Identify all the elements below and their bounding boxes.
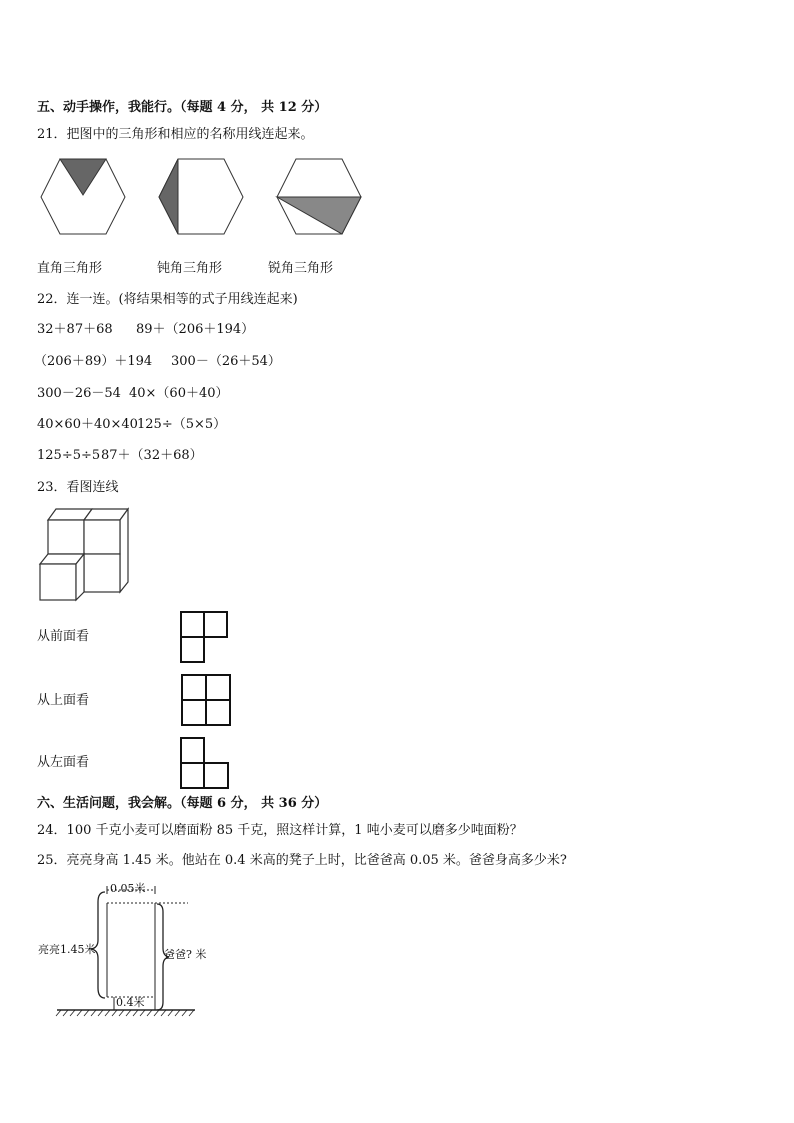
expression-left: 40×60＋40×40 xyxy=(37,417,138,432)
expression-left: 125÷5÷5 xyxy=(37,448,101,463)
expression-right: 40×（60＋40） xyxy=(129,386,229,401)
label-obtuse-triangle: 钝角三角形 xyxy=(157,261,223,276)
hexagon-figure-2 xyxy=(156,158,246,236)
section-five-heading: 五、动手操作，我能行。（每题 4 分， 共 12 分） xyxy=(37,100,328,115)
shaded-obtuse-triangle xyxy=(159,159,178,234)
diagram-left-label: 亮亮1.45米 xyxy=(38,943,96,956)
view-grid-left xyxy=(180,737,232,791)
view-grid-front xyxy=(180,611,230,665)
expression-right: 89＋（206＋194） xyxy=(136,322,255,337)
cube-stack-figure xyxy=(40,506,132,602)
view-front-label: 从前面看 xyxy=(37,629,90,644)
question-22-prompt: 22．连一连。(将结果相等的式子用线连起来) xyxy=(37,292,298,307)
view-left-label: 从左面看 xyxy=(37,755,90,770)
section-six-heading: 六、生活问题，我会解。（每题 6 分， 共 36 分） xyxy=(37,796,328,811)
expression-left: （206＋89）＋194 xyxy=(34,354,153,369)
label-acute-triangle: 锐角三角形 xyxy=(268,261,334,276)
expression-left: 32＋87＋68 xyxy=(37,322,113,337)
question-23-prompt: 23．看图连线 xyxy=(37,480,119,495)
expression-right: 300－（26＋54） xyxy=(171,354,281,369)
view-grid-top xyxy=(180,674,232,728)
diagram-right-label: 爸爸? 米 xyxy=(164,948,207,961)
label-right-triangle: 直角三角形 xyxy=(37,261,103,276)
question-24-prompt: 24．100 千克小麦可以磨面粉 85 千克，照这样计算，1 吨小麦可以磨多少吨面粉？ xyxy=(37,823,523,838)
question-21-prompt: 21．把图中的三角形和相应的名称用线连起来。 xyxy=(37,127,314,142)
diagram-stool-label: 0.4米 xyxy=(116,996,145,1009)
expression-right: 125÷（5×5） xyxy=(137,417,227,432)
expression-left: 300－26－54 xyxy=(37,386,121,401)
diagram-top-label: 0.05米 xyxy=(110,882,146,895)
question-25-prompt: 25．亮亮身高 1.45 米。他站在 0.4 米高的凳子上时，比爸爸高 0.05 米。爸爸身高多少米? xyxy=(37,853,567,868)
expression-right: 87＋（32＋68） xyxy=(101,448,203,463)
hexagon-figure-1 xyxy=(38,158,128,236)
view-top-label: 从上面看 xyxy=(37,693,90,708)
hexagon-figure-3 xyxy=(274,158,364,236)
